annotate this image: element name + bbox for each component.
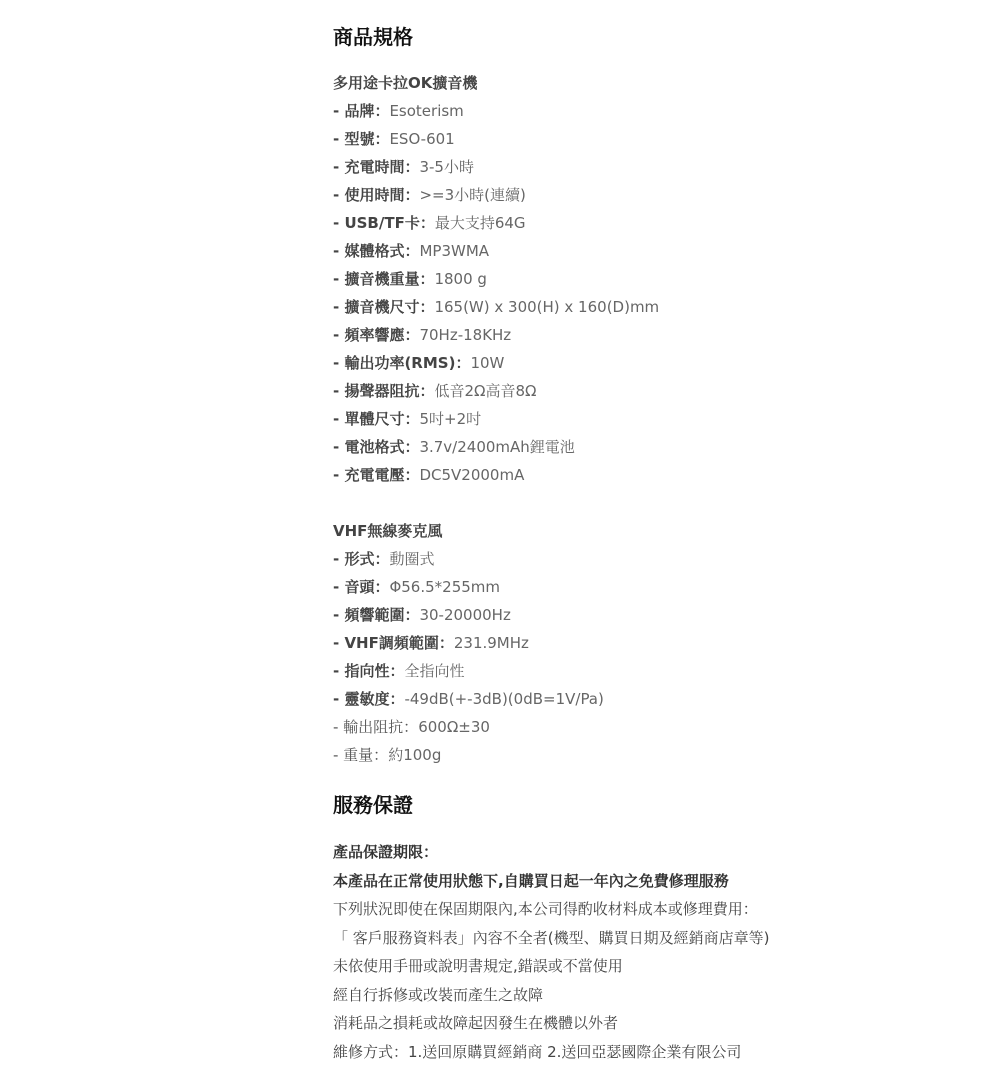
- speaker-spec-list: [333, 97, 659, 489]
- spec-key: - 形式：: [333, 550, 390, 568]
- spec-key: - 頻響範圍：: [333, 606, 420, 624]
- spec-row: [333, 209, 659, 237]
- spec-row: [333, 741, 604, 769]
- spec-key: - 擴音機重量：: [333, 270, 435, 288]
- service-line: 「 客戶服務資料表」內容不全者(機型、購買日期及經銷商店章等): [333, 928, 770, 947]
- spec-key: - 充電時間：: [333, 158, 420, 176]
- spec-value: Φ56.5*255mm: [389, 578, 501, 596]
- spec-key: - USB/TF卡：: [333, 214, 435, 232]
- spec-value: 低音2Ω高音8Ω: [434, 382, 537, 400]
- warranty-period-heading: 產品保證期限：: [333, 843, 439, 861]
- spec-value: 30-20000Hz: [419, 606, 511, 624]
- spec-row: [333, 237, 659, 265]
- spec-key: - 使用時間：: [333, 186, 420, 204]
- spec-key: - 擴音機尺寸：: [333, 298, 435, 316]
- microphone-group-title: VHF無線麥克風: [333, 522, 443, 540]
- spec-value: 3-5小時: [419, 158, 474, 176]
- spec-row: [333, 685, 604, 713]
- spec-row: [333, 125, 659, 153]
- spec-row: [333, 713, 604, 741]
- spec-value: 5吋+2吋: [419, 410, 482, 428]
- spec-value: 全指向性: [404, 662, 465, 680]
- repair-method-line: 維修方式：1.送回原購買經銷商 2.送回亞瑟國際企業有限公司: [333, 1042, 742, 1061]
- spec-key: - 輸出功率(RMS)：: [333, 354, 471, 372]
- spec-key: - 媒體格式：: [333, 242, 420, 260]
- spec-row: [333, 629, 604, 657]
- spec-key: - 靈敏度：: [333, 690, 405, 708]
- spec-value: 約100g: [388, 746, 442, 764]
- spec-row: [333, 321, 659, 349]
- spec-key: - 電池格式：: [333, 438, 420, 456]
- spec-value: Esoterism: [389, 102, 464, 120]
- spec-key: - 揚聲器阻抗：: [333, 382, 435, 400]
- spec-value: 最大支持64G: [434, 214, 526, 232]
- spec-row: [333, 573, 604, 601]
- microphone-spec-list: [333, 545, 604, 769]
- warranty-statement: 本產品在正常使用狀態下,自購買日起一年內之免費修理服務: [333, 871, 729, 890]
- spec-key: - 型號：: [333, 130, 390, 148]
- service-line: 下列狀況即使在保固期限內,本公司得酌收材料成本或修理費用：: [333, 900, 758, 918]
- spec-key: - 輸出阻抗：: [333, 718, 419, 736]
- spec-row: [333, 181, 659, 209]
- spec-row: [333, 433, 659, 461]
- spec-value: 1800 g: [434, 270, 487, 288]
- spec-key: - 充電電壓：: [333, 466, 420, 484]
- spec-value: >=3小時(連續): [419, 186, 526, 204]
- spec-row: [333, 461, 659, 489]
- spec-row: [333, 405, 659, 433]
- service-terms-list: [333, 838, 769, 1066]
- spec-key: - 指向性：: [333, 662, 405, 680]
- spec-key: - VHF調頻範圍：: [333, 634, 454, 652]
- spec-key: - 單體尺寸：: [333, 410, 420, 428]
- spec-row: [333, 601, 604, 629]
- spec-value: 600Ω±30: [418, 718, 490, 736]
- spec-section-title: 商品規格: [333, 25, 413, 49]
- spec-row: [333, 377, 659, 405]
- spec-row: [333, 349, 659, 377]
- spec-row: [333, 97, 659, 125]
- service-section-title: 服務保證: [333, 793, 413, 817]
- spec-key: - 品牌：: [333, 102, 390, 120]
- spec-value: 3.7v/2400mAh鋰電池: [419, 438, 575, 456]
- spec-value: 70Hz-18KHz: [419, 326, 512, 344]
- spec-row: [333, 265, 659, 293]
- service-line: 經自行拆修或改裝而產生之故障: [333, 985, 544, 1004]
- spec-value: 231.9MHz: [453, 634, 529, 652]
- spec-row: [333, 153, 659, 181]
- spec-row: [333, 657, 604, 685]
- speaker-group-title: 多用途卡拉OK擴音機: [333, 74, 478, 92]
- spec-value: MP3WMA: [419, 242, 490, 260]
- spec-value: ESO-601: [389, 130, 455, 148]
- spec-row: [333, 545, 604, 573]
- spec-value: 動圈式: [389, 550, 435, 568]
- spec-key: - 頻率響應：: [333, 326, 420, 344]
- service-line: 消耗品之損耗或故障起因發生在機體以外者: [333, 1014, 619, 1032]
- spec-row: [333, 293, 659, 321]
- spec-key: - 重量：: [333, 746, 389, 764]
- spec-value: -49dB(+-3dB)(0dB=1V/Pa): [404, 690, 604, 708]
- spec-value: 165(W) x 300(H) x 160(D)mm: [434, 298, 660, 316]
- spec-value: DC5V2000mA: [419, 466, 525, 484]
- spec-value: 10W: [470, 354, 505, 372]
- spec-key: - 音頭：: [333, 578, 390, 596]
- service-line: 未依使用手冊或說明書規定,錯誤或不當使用: [333, 957, 623, 975]
